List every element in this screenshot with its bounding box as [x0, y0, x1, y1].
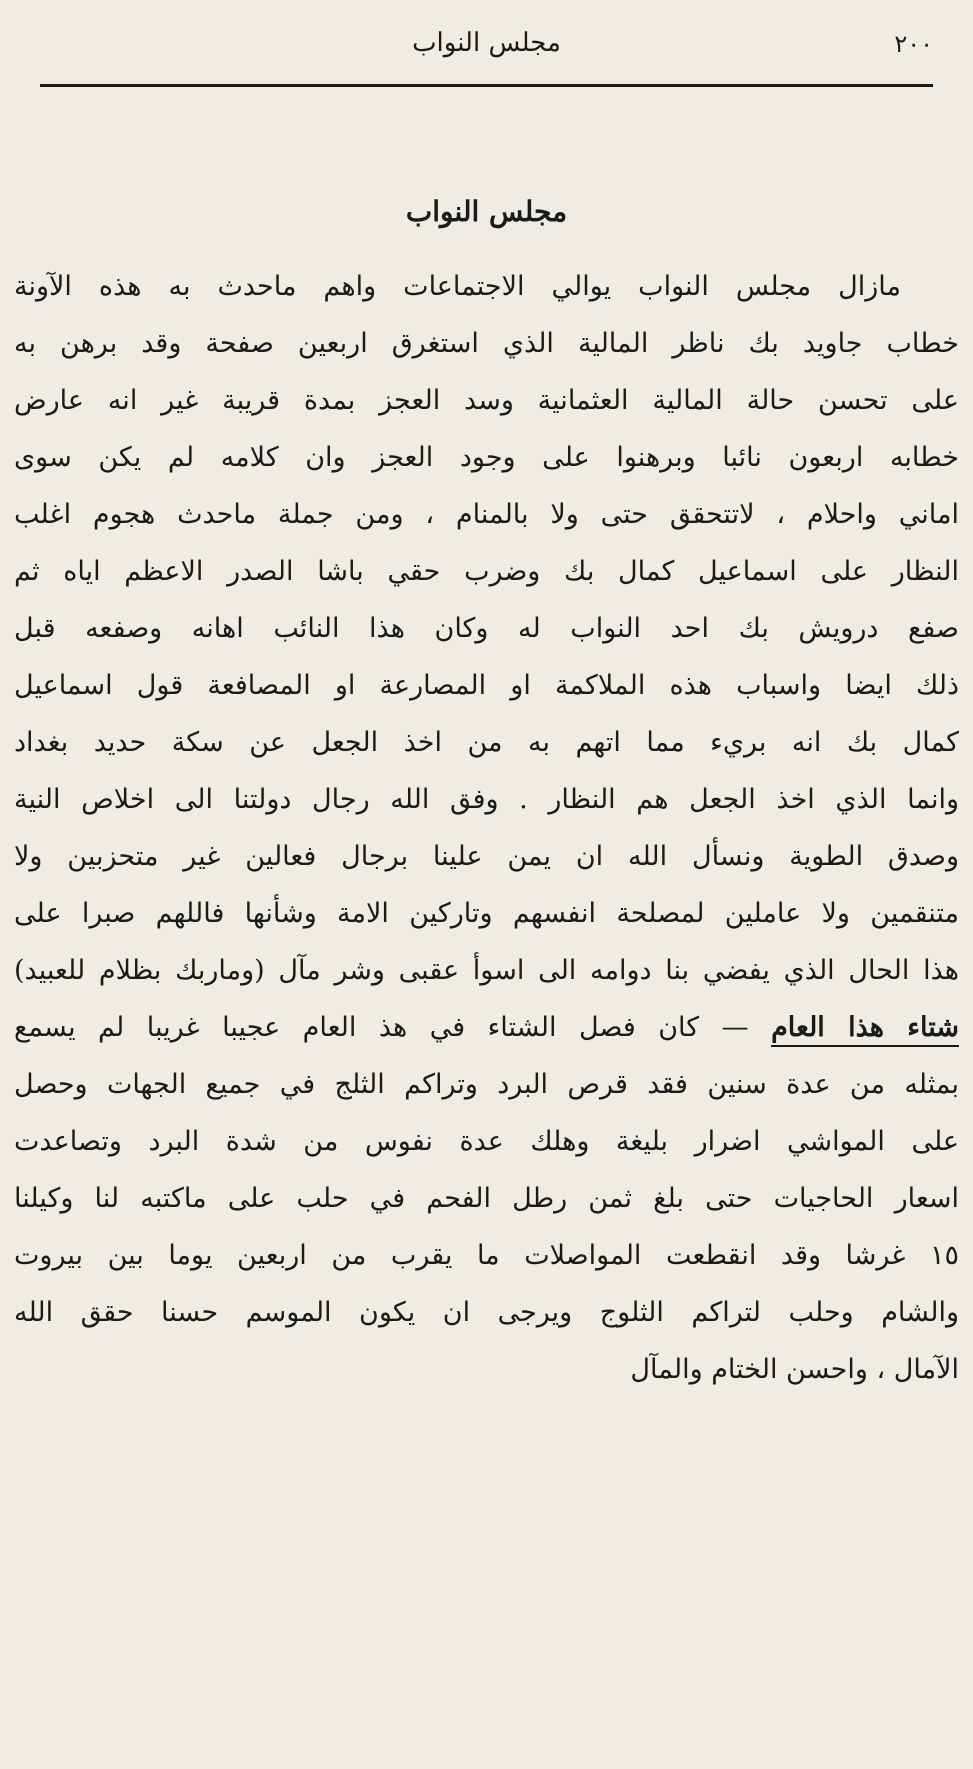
- text-line: على تحسن حالة المالية العثمانية وسد العجز بمدة قريبة غير انه عارض: [14, 385, 959, 416]
- text-line: اسعار الحاجيات حتى بلغ ثمن رطل الفحم في حلب على ماكتبه لنا وكيلنا: [14, 1183, 959, 1214]
- text-line: متنقمين ولا عاملين لمصلحة انفسهم وتاركين الامة وشأنها فاللهم صبرا على: [14, 898, 959, 929]
- section-dash: —: [699, 1012, 772, 1043]
- text-line: على المواشي اضرار بليغة وهلك عدة نفوس من شدة البرد وتصاعدت: [14, 1126, 959, 1157]
- text-line: وصدق الطوية ونسأل الله ان يمن علينا برجال فعالين غير متحزبين ولا: [14, 841, 959, 872]
- text-line: خطابه اربعون نائبا وبرهنوا على وجود العجز وان كلامه لم يكن سوى: [14, 442, 959, 473]
- text-line: خطاب جاويد بك ناظر المالية الذي استغرق اربعين صفحة وقد برهن به: [14, 328, 959, 359]
- header-rule: [40, 84, 933, 87]
- page-number: ٢٠٠: [894, 30, 933, 58]
- text-line: النظار على اسماعيل كمال بك وضرب حقي باشا الصدر الاعظم اياه ثم: [14, 556, 959, 587]
- text-line: صفع درويش بك احد النواب له وكان هذا النائب اهانه وصفعه قبل: [14, 613, 959, 644]
- text-line: كمال بك انه بريء مما اتهم به من اخذ الجعل عن سكة حديد بغداد: [14, 727, 959, 758]
- text-line: والشام وحلب لتراكم الثلوج ويرجى ان يكون الموسم حسنا حقق الله: [14, 1297, 959, 1328]
- text-line: اماني واحلام ، لاتتحقق حتى ولا بالمنام ، ومن جملة ماحدث هجوم اغلب: [14, 499, 959, 530]
- text-line: الآمال ، واحسن الختام والمآل: [630, 1354, 959, 1385]
- section-line: [14, 999, 959, 1056]
- text-line: وانما الذي اخذ الجعل هم النظار . وفق الله رجال دولتنا الى اخلاص النية: [14, 784, 959, 815]
- article-body: [14, 258, 959, 1398]
- article-title: مجلس النواب: [405, 195, 568, 228]
- text-line: بمثله من عدة سنين فقد قرص البرد وتراكم الثلج في جميع الجهات وحصل: [14, 1069, 959, 1100]
- text-line: ١٥ غرشا وقد انقطعت المواصلات ما يقرب من اربعين يوما بين بيروت: [14, 1240, 959, 1271]
- running-title: مجلس النواب: [412, 28, 561, 58]
- section-heading: شتاء هذا العام: [771, 1012, 959, 1047]
- section-first-text: كان فصل الشتاء في هذ العام عجيبا غريبا لم يسمع: [14, 1012, 700, 1043]
- text-line: مازال مجلس النواب يوالي الاجتماعات واهم ماحدث به هذه الآونة: [14, 271, 901, 302]
- running-header: [40, 22, 933, 66]
- text-line: هذا الحال الذي يفضي بنا دوامه الى اسوأ عقبى وشر مآل (وماربك بظلام للعبيد): [14, 955, 959, 986]
- text-line: ذلك ايضا واسباب هذه الملاكمة او المصارعة او المصافعة قول اسماعيل: [14, 670, 959, 701]
